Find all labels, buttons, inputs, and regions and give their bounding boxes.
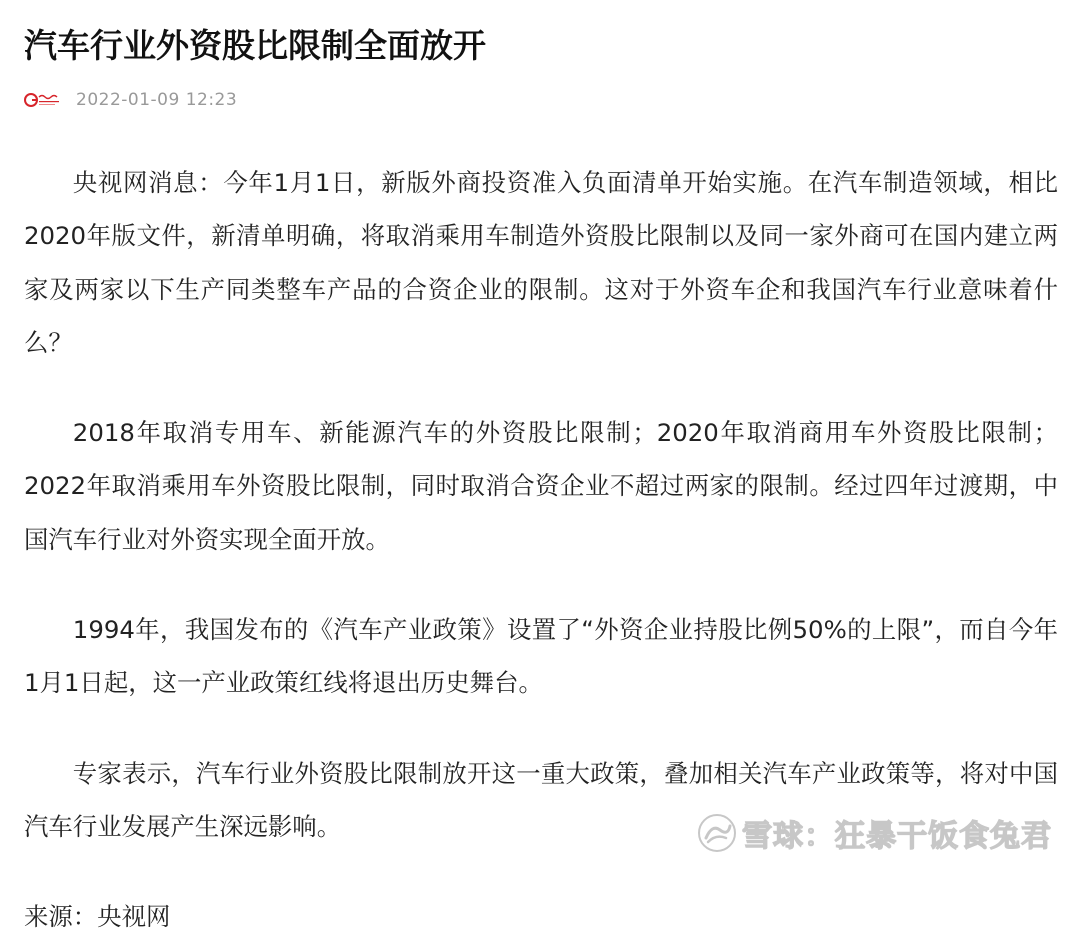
article-meta [24, 88, 237, 112]
watermark-text: 雪球：狂暴干饭食兔君 [742, 819, 1052, 854]
publish-date: 2022-01-09 12:23 [76, 90, 238, 110]
paragraph: 2018年取消专用车、新能源汽车的外资股比限制；2020年取消商用车外资股比限制；2022年取消乘用车外资股比限制，同时取消合资企业不超过两家的限制。经过四年过渡期，中国汽车行业对外资实现全面开放。 [24, 418, 1058, 554]
snowball-logo-icon [696, 812, 738, 854]
article-source: 来源：央视网 [24, 902, 171, 932]
paragraph: 央视网消息：今年1月1日，新版外商投资准入负面清单开始实施。在汽车制造领域，相比2020年版文件，新清单明确，将取消乘用车制造外资股比限制以及同一家外商可在国内建立两家及两家以下生产同类整车产品的合资企业的限制。这对于外资车企和我国汽车行业意味着什么？ [24, 168, 1058, 357]
paragraph: 1994年，我国发布的《汽车产业政策》设置了“外资企业持股比例50%的上限”，而自今年1月1日起，这一产业政策红线将退出历史舞台。 [24, 615, 1058, 698]
cctv-source-logo-icon [24, 92, 62, 108]
paragraph: 专家表示，汽车行业外资股比限制放开这一重大政策，叠加相关汽车产业政策等，将对中国汽车行业发展产生深远影响。 [24, 758, 1058, 841]
article-title: 汽车行业外资股比限制全面放开 [24, 26, 486, 65]
watermark [696, 811, 1052, 855]
